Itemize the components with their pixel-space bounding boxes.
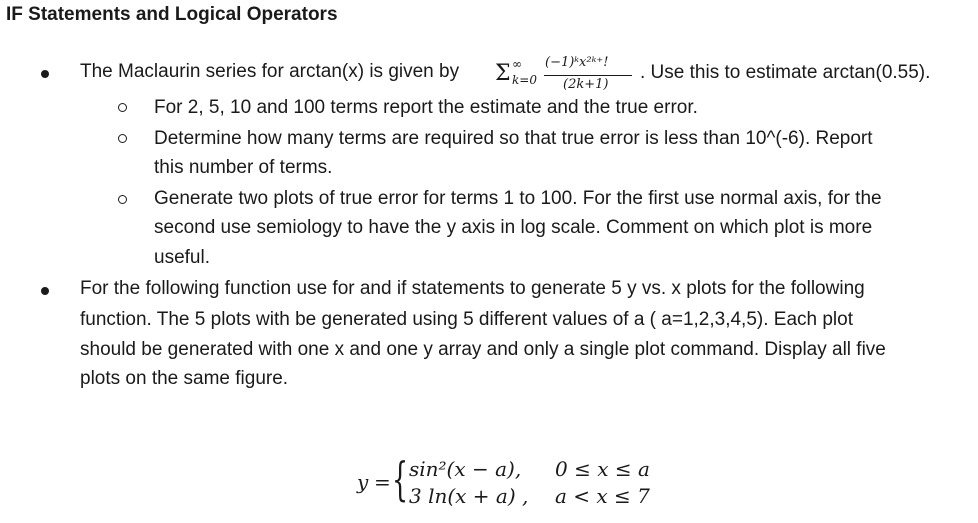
sub-bullet-point — [118, 134, 127, 143]
sum-symbol: Σ — [495, 61, 511, 86]
bullet-point — [41, 70, 49, 78]
sub-bullet-1-line: For 2, 5, 10 and 100 terms report the estimate and the true error. — [154, 97, 698, 118]
page-title: IF Statements and Logical Operators — [6, 4, 338, 25]
bullet2-line: plots on the same figure. — [80, 368, 289, 389]
case-2-expression: 3 ln(x + a) , — [409, 484, 529, 508]
sub-bullet-point — [118, 103, 127, 112]
fraction-bar — [544, 75, 632, 76]
bullet1-tail-text: . Use this to estimate arctan(0.55). — [640, 62, 931, 83]
sub-bullet-2-line: Determine how many terms are required so that true error is less than 10^(-6). Report — [154, 128, 873, 149]
sub-bullet-3-line: useful. — [154, 247, 210, 268]
maclaurin-formula — [495, 55, 645, 95]
bullet1-lead-text: The Maclaurin series for arctan(x) is given by — [80, 61, 460, 82]
sub-bullet-3-line: second use semiology to have the y axis in log scale. Comment on which plot is more — [154, 217, 873, 238]
bullet-point — [41, 287, 49, 295]
fraction-denominator: (2k+1) — [563, 77, 609, 92]
bullet2-line: function. The 5 plots with be generated using 5 different values of a ( a=1,2,3,4,5). Each plot — [80, 309, 853, 330]
case-2-condition: a < x ≤ 7 — [555, 484, 650, 508]
fraction-numerator: (−1)ᵏx²ᵏ⁺! — [545, 55, 609, 70]
case-1-expression: sin²(x − a), — [409, 457, 522, 481]
sub-bullet-point — [118, 195, 127, 204]
sub-bullet-2-line: this number of terms. — [154, 157, 333, 178]
bullet2-line: For the following function use for and if statements to generate 5 y vs. x plots for the following — [80, 278, 865, 299]
sub-bullet-3-line: Generate two plots of true error for terms 1 to 100. For the first use normal axis, for the — [154, 188, 882, 209]
curly-brace: { — [392, 452, 409, 506]
sum-lower-limit: k=0 — [512, 73, 537, 87]
case-1-condition: 0 ≤ x ≤ a — [555, 457, 650, 481]
piecewise-function — [357, 454, 677, 514]
equals-sign: = — [374, 470, 391, 494]
function-y-symbol: y — [357, 470, 369, 494]
sum-upper-limit: ∞ — [512, 57, 522, 71]
bullet2-line: should be generated with one x and one y array and only a single plot command. Display all five — [80, 339, 886, 360]
